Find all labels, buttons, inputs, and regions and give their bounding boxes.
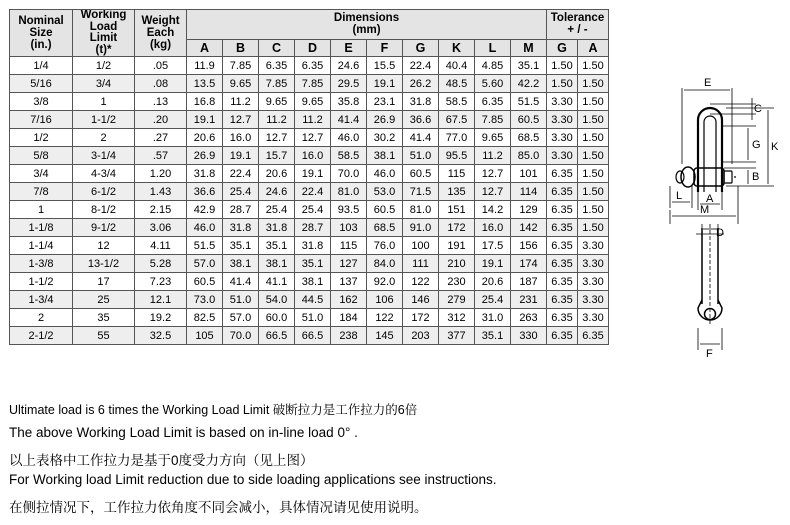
table-cell: 35.1 (223, 237, 259, 255)
table-cell: 13-1/2 (73, 255, 135, 273)
header-nominal-size: Nominal Size (in.) (10, 10, 73, 57)
table-cell: 68.5 (367, 219, 403, 237)
table-cell: 35 (73, 309, 135, 327)
table-cell: 1.50 (578, 57, 609, 75)
table-row (10, 111, 609, 129)
table-cell: 19.2 (135, 309, 187, 327)
table-row (10, 57, 609, 75)
note-ultimate-load: Ultimate load is 6 times the Working Load Limit 破断拉力是工作拉力的6倍 (9, 403, 418, 417)
table-cell: 95.5 (439, 147, 475, 165)
table-cell: 60.5 (511, 111, 547, 129)
header-col-m: M (511, 39, 547, 57)
table-cell: 20.6 (259, 165, 295, 183)
table-cell: 46.0 (331, 129, 367, 147)
table-cell: 3.30 (547, 93, 578, 111)
table-cell: 66.5 (259, 327, 295, 345)
table-row (10, 219, 609, 237)
table-cell: 137 (331, 273, 367, 291)
table-cell: 17 (73, 273, 135, 291)
header-dimensions: Dimensions (mm) (187, 10, 547, 40)
table-cell: 42.9 (187, 201, 223, 219)
table-cell: 1.50 (578, 111, 609, 129)
table-cell: 48.5 (439, 75, 475, 93)
table-cell: 4.11 (135, 237, 187, 255)
table-cell: 103 (331, 219, 367, 237)
table-cell: 5.60 (475, 75, 511, 93)
header-tolerance: Tolerance + / - (547, 10, 609, 40)
table-row (10, 147, 609, 165)
table-cell: 26.9 (187, 147, 223, 165)
table-cell: 51.0 (223, 291, 259, 309)
table-cell: 9.65 (223, 75, 259, 93)
table-cell: 35.1 (511, 57, 547, 75)
table-cell: 1.50 (578, 183, 609, 201)
table-cell: 1.50 (578, 219, 609, 237)
table-cell: 29.5 (331, 75, 367, 93)
table-cell: 60.5 (187, 273, 223, 291)
table-cell: 122 (367, 309, 403, 327)
table-cell: 111 (403, 255, 439, 273)
table-cell: 172 (439, 219, 475, 237)
shackle-front-view (696, 224, 724, 324)
table-cell: 31.8 (223, 219, 259, 237)
table-cell: 145 (367, 327, 403, 345)
table-cell: 6.35 (547, 291, 578, 309)
table-cell: 60.5 (403, 165, 439, 183)
table-row (10, 93, 609, 111)
table-cell: 32.5 (135, 327, 187, 345)
table-cell: 23.1 (367, 93, 403, 111)
header-tol-a: A (578, 39, 609, 57)
table-cell: 11.9 (187, 57, 223, 75)
table-cell: 6.35 (547, 255, 578, 273)
table-cell: 1 (73, 93, 135, 111)
table-cell: 73.0 (187, 291, 223, 309)
table-cell: 203 (403, 327, 439, 345)
table-cell: 22.4 (223, 165, 259, 183)
table-cell: 11.2 (475, 147, 511, 165)
table-row (10, 237, 609, 255)
table-cell: 15.7 (259, 147, 295, 165)
table-cell: 4.85 (475, 57, 511, 75)
label-k: K (771, 141, 779, 153)
header-col-f: F (367, 39, 403, 57)
table-row (10, 309, 609, 327)
table-cell: 19.1 (367, 75, 403, 93)
table-cell: 6.35 (547, 183, 578, 201)
table-cell: 3.30 (578, 255, 609, 273)
table-cell: 46.0 (367, 165, 403, 183)
table-cell: 26.2 (403, 75, 439, 93)
note-inline-load-en: The above Working Load Limit is based on in-line load 0° . (9, 425, 358, 440)
table-cell: 31.8 (403, 93, 439, 111)
table-cell: 2 (10, 309, 73, 327)
table-cell: 51.0 (403, 147, 439, 165)
table-cell: 25.4 (475, 291, 511, 309)
table-cell: 30.2 (367, 129, 403, 147)
table-cell: 7.85 (295, 75, 331, 93)
table-cell: 1.43 (135, 183, 187, 201)
table-cell: 1.50 (578, 201, 609, 219)
table-cell: 66.5 (295, 327, 331, 345)
table-cell: 84.0 (367, 255, 403, 273)
table-cell: 191 (439, 237, 475, 255)
table-cell: 146 (403, 291, 439, 309)
table-cell: 12.7 (295, 129, 331, 147)
table-row (10, 201, 609, 219)
table-cell: 25 (73, 291, 135, 309)
table-cell: 5.28 (135, 255, 187, 273)
table-cell: 7.85 (223, 57, 259, 75)
table-cell: 1.50 (547, 57, 578, 75)
table-cell: 3-1/4 (73, 147, 135, 165)
table-cell: 101 (511, 165, 547, 183)
table-cell: 25.4 (259, 201, 295, 219)
header-col-l: L (475, 39, 511, 57)
table-cell: 6.35 (547, 165, 578, 183)
header-col-c: C (259, 39, 295, 57)
table-cell: 22.4 (295, 183, 331, 201)
table-cell: 60.0 (259, 309, 295, 327)
table-cell: 57.0 (223, 309, 259, 327)
table-cell: 6-1/2 (73, 183, 135, 201)
note-side-loading-cn: 在侧拉情况下，工作拉力依角度不同会减小，具体情况请见使用说明。 (9, 500, 428, 515)
table-cell: 24.6 (259, 183, 295, 201)
table-cell: 12.1 (135, 291, 187, 309)
table-cell: 187 (511, 273, 547, 291)
table-cell: 114 (511, 183, 547, 201)
table-cell: 156 (511, 237, 547, 255)
label-f: F (706, 348, 713, 360)
table-cell: 3.30 (578, 237, 609, 255)
table-cell: 122 (403, 273, 439, 291)
table-cell: 31.8 (295, 237, 331, 255)
table-cell: 57.0 (187, 255, 223, 273)
table-row (10, 291, 609, 309)
table-cell: 6.35 (547, 327, 578, 345)
table-cell: .05 (135, 57, 187, 75)
table-cell: 19.1 (475, 255, 511, 273)
table-cell: 6.35 (578, 327, 609, 345)
table-cell: 12 (73, 237, 135, 255)
table-cell: 3.30 (578, 291, 609, 309)
table-cell: 25.4 (223, 183, 259, 201)
table-cell: 7.23 (135, 273, 187, 291)
table-cell: 53.0 (367, 183, 403, 201)
table-cell: 1/4 (10, 57, 73, 75)
table-cell: 115 (331, 237, 367, 255)
table-cell: 3/4 (10, 165, 73, 183)
table-cell: 35.1 (295, 255, 331, 273)
table-cell: 1-1/2 (10, 273, 73, 291)
table-cell: 5/16 (10, 75, 73, 93)
header-col-e: E (331, 39, 367, 57)
table-cell: 40.4 (439, 57, 475, 75)
table-cell: 3.30 (578, 273, 609, 291)
table-cell: 1-1/4 (10, 237, 73, 255)
table-cell: 38.1 (367, 147, 403, 165)
table-cell: 3.30 (547, 111, 578, 129)
table-cell: 11.2 (259, 111, 295, 129)
table-cell: 1.50 (578, 75, 609, 93)
table-cell: 16.0 (295, 147, 331, 165)
table-cell: 231 (511, 291, 547, 309)
table-cell: 19.1 (295, 165, 331, 183)
table-cell: 11.2 (223, 93, 259, 111)
table-cell: 54.0 (259, 291, 295, 309)
table-cell: 2 (73, 129, 135, 147)
table-cell: 46.0 (187, 219, 223, 237)
table-cell: 279 (439, 291, 475, 309)
table-cell: 6.35 (547, 273, 578, 291)
table-row (10, 75, 609, 93)
header-col-g: G (403, 39, 439, 57)
table-cell: 26.9 (367, 111, 403, 129)
table-cell: 16.8 (187, 93, 223, 111)
table-cell: 9.65 (295, 93, 331, 111)
table-cell: 35.1 (475, 327, 511, 345)
table-cell: 105 (187, 327, 223, 345)
table-cell: 28.7 (223, 201, 259, 219)
table-cell: 36.6 (187, 183, 223, 201)
table-cell: 1-3/8 (10, 255, 73, 273)
table-cell: 12.7 (259, 129, 295, 147)
table-cell: 3/8 (10, 93, 73, 111)
table-cell: 162 (331, 291, 367, 309)
table-cell: 70.0 (331, 165, 367, 183)
table-cell: 377 (439, 327, 475, 345)
table-cell: 38.1 (259, 255, 295, 273)
note-inline-load-cn: 以上表格中工作拉力是基于0度受力方向（见上图） (9, 453, 314, 468)
header-col-b: B (223, 39, 259, 57)
table-cell: 91.0 (403, 219, 439, 237)
table-cell: 127 (331, 255, 367, 273)
table-cell: 38.1 (223, 255, 259, 273)
table-cell: 58.5 (331, 147, 367, 165)
table-cell: 7/16 (10, 111, 73, 129)
table-cell: 1.50 (578, 165, 609, 183)
shackle-dimension-diagram (652, 78, 782, 378)
table-cell: 35.1 (259, 237, 295, 255)
table-cell: 7/8 (10, 183, 73, 201)
table-cell: 38.1 (295, 273, 331, 291)
table-cell: 31.8 (187, 165, 223, 183)
table-cell: 31.8 (259, 219, 295, 237)
table-cell: 35.8 (331, 93, 367, 111)
label-l: L (676, 190, 683, 202)
table-cell: 1-1/2 (73, 111, 135, 129)
table-cell: 81.0 (331, 183, 367, 201)
table-cell: 70.0 (223, 327, 259, 345)
table-cell: 3.30 (547, 129, 578, 147)
table-cell: 1/2 (10, 129, 73, 147)
table-cell: 1/2 (73, 57, 135, 75)
table-cell: 1.50 (578, 129, 609, 147)
table-cell: 20.6 (475, 273, 511, 291)
table-cell: .27 (135, 129, 187, 147)
table-cell: 25.4 (295, 201, 331, 219)
table-cell: 13.5 (187, 75, 223, 93)
table-cell: 81.0 (403, 201, 439, 219)
table-row (10, 327, 609, 345)
table-cell: 9.65 (475, 129, 511, 147)
table-cell: 22.4 (403, 57, 439, 75)
table-cell: 42.2 (511, 75, 547, 93)
table-row (10, 165, 609, 183)
table-cell: 9.65 (259, 93, 295, 111)
table-row (10, 183, 609, 201)
table-cell: 6.35 (547, 309, 578, 327)
table-cell: 100 (403, 237, 439, 255)
label-e: E (704, 78, 712, 89)
header-col-d: D (295, 39, 331, 57)
table-cell: 67.5 (439, 111, 475, 129)
table-cell: 41.4 (223, 273, 259, 291)
table-cell: 1.20 (135, 165, 187, 183)
table-cell: 71.5 (403, 183, 439, 201)
table-cell: 7.85 (475, 111, 511, 129)
table-cell: 55 (73, 327, 135, 345)
table-cell: 106 (367, 291, 403, 309)
table-cell: 263 (511, 309, 547, 327)
table-cell: 135 (439, 183, 475, 201)
table-cell: 3/4 (73, 75, 135, 93)
table-cell: 82.5 (187, 309, 223, 327)
table-cell: 115 (439, 165, 475, 183)
table-cell: 41.4 (331, 111, 367, 129)
table-cell: 17.5 (475, 237, 511, 255)
table-cell: 6.35 (547, 201, 578, 219)
table-cell: 210 (439, 255, 475, 273)
table-cell: 151 (439, 201, 475, 219)
table-cell: 6.35 (259, 57, 295, 75)
table-cell: 9-1/2 (73, 219, 135, 237)
table-cell: 16.0 (475, 219, 511, 237)
label-a: A (706, 193, 714, 205)
table-cell: 312 (439, 309, 475, 327)
table-cell: 51.5 (511, 93, 547, 111)
table-cell: 14.2 (475, 201, 511, 219)
table-cell: 6.35 (295, 57, 331, 75)
table-cell: 129 (511, 201, 547, 219)
table-cell: 230 (439, 273, 475, 291)
table-cell: 11.2 (295, 111, 331, 129)
table-cell: 31.0 (475, 309, 511, 327)
table-cell: 2-1/2 (10, 327, 73, 345)
table-cell: 2.15 (135, 201, 187, 219)
table-cell: 3.06 (135, 219, 187, 237)
table-cell: 5/8 (10, 147, 73, 165)
note-side-loading-en: For Working load Limit reduction due to side loading applications see instructions. (9, 472, 497, 487)
table-cell: 184 (331, 309, 367, 327)
table-cell: 172 (403, 309, 439, 327)
table-cell: 20.6 (187, 129, 223, 147)
table-cell: 174 (511, 255, 547, 273)
table-cell: 15.5 (367, 57, 403, 75)
label-b: B (752, 171, 760, 183)
table-cell: 3.30 (578, 309, 609, 327)
table-cell: .08 (135, 75, 187, 93)
table-cell: 330 (511, 327, 547, 345)
table-cell: 51.0 (295, 309, 331, 327)
table-cell: 19.1 (223, 147, 259, 165)
shackle-side-view (676, 108, 736, 192)
table-cell: 1.50 (547, 75, 578, 93)
table-cell: 24.6 (331, 57, 367, 75)
label-d: D (716, 227, 724, 239)
table-cell: 85.0 (511, 147, 547, 165)
header-weight-each: Weight Each (kg) (135, 10, 187, 57)
header-col-a: A (187, 39, 223, 57)
table-cell: 1.50 (578, 147, 609, 165)
table-cell: 44.5 (295, 291, 331, 309)
header-tol-g: G (547, 39, 578, 57)
table-cell: .13 (135, 93, 187, 111)
label-c: C (754, 103, 762, 115)
table-cell: 92.0 (367, 273, 403, 291)
specification-table (9, 9, 609, 345)
table-cell: 51.5 (187, 237, 223, 255)
table-cell: 12.7 (475, 165, 511, 183)
table-cell: 1.50 (578, 93, 609, 111)
table-cell: 8-1/2 (73, 201, 135, 219)
table-cell: 1-1/8 (10, 219, 73, 237)
table-cell: 41.1 (259, 273, 295, 291)
table-cell: 6.35 (547, 219, 578, 237)
table-cell: 142 (511, 219, 547, 237)
table-cell: .20 (135, 111, 187, 129)
label-m: M (700, 204, 710, 216)
label-g: G (752, 139, 761, 151)
table-cell: 6.35 (547, 237, 578, 255)
header-working-load-limit: Working Load Limit (t)* (73, 10, 135, 57)
table-cell: 41.4 (403, 129, 439, 147)
table-cell: 28.7 (295, 219, 331, 237)
table-cell: .57 (135, 147, 187, 165)
table-cell: 12.7 (475, 183, 511, 201)
table-cell: 1 (10, 201, 73, 219)
table-cell: 19.1 (187, 111, 223, 129)
table-row (10, 129, 609, 147)
table-cell: 4-3/4 (73, 165, 135, 183)
table-cell: 93.5 (331, 201, 367, 219)
table-cell: 36.6 (403, 111, 439, 129)
table-cell: 1-3/4 (10, 291, 73, 309)
table-cell: 60.5 (367, 201, 403, 219)
table-cell: 77.0 (439, 129, 475, 147)
table-cell: 68.5 (511, 129, 547, 147)
table-cell: 58.5 (439, 93, 475, 111)
table-cell: 16.0 (223, 129, 259, 147)
header-col-k: K (439, 39, 475, 57)
table-row (10, 255, 609, 273)
table-cell: 7.85 (259, 75, 295, 93)
table-cell: 12.7 (223, 111, 259, 129)
table-cell: 3.30 (547, 147, 578, 165)
table-cell: 6.35 (475, 93, 511, 111)
table-row (10, 273, 609, 291)
table-cell: 238 (331, 327, 367, 345)
table-body (10, 57, 609, 345)
table-cell: 76.0 (367, 237, 403, 255)
